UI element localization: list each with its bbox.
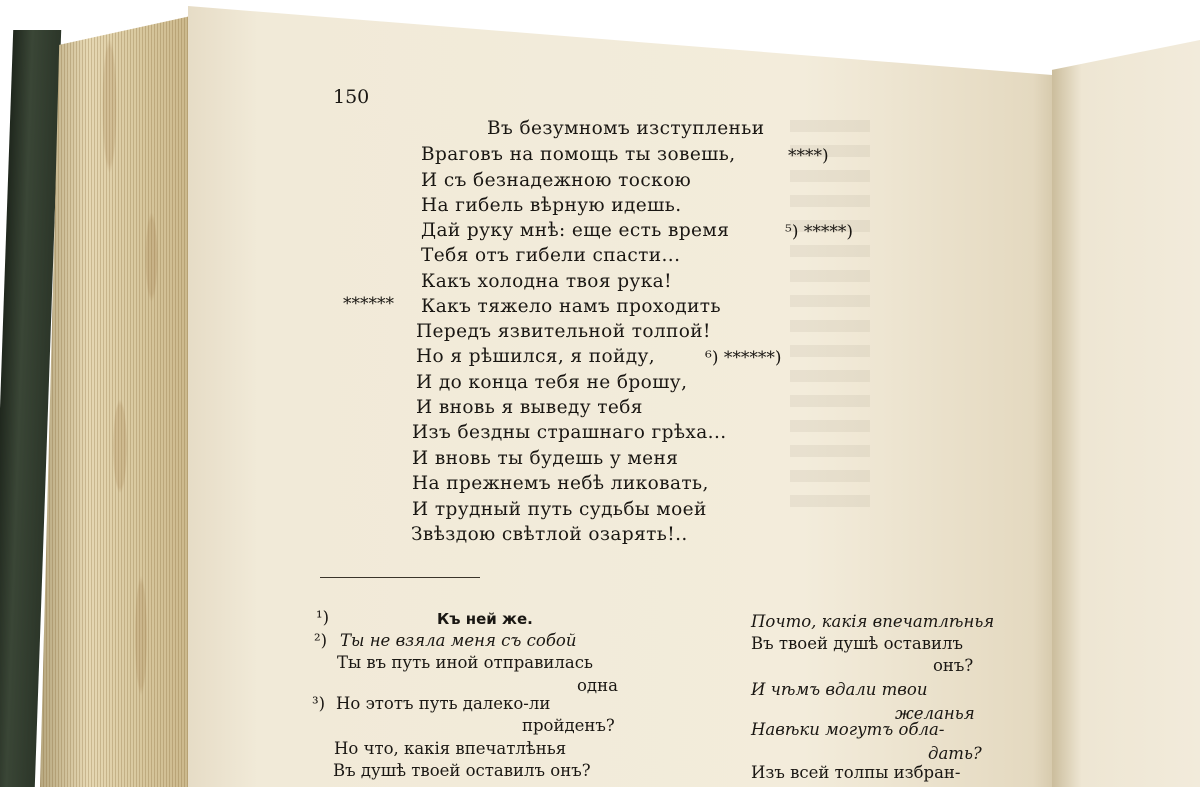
verse-line-2: Враговъ на помощь ты зовешь, bbox=[421, 144, 736, 165]
verse-line-13: Изъ бездны страшнаго грѣха... bbox=[412, 422, 727, 443]
marbled-edge bbox=[78, 30, 183, 787]
footnote-2-line-2: Ты въ путь иной отправилась bbox=[337, 653, 593, 672]
marker-line-10: ⁶) ******) bbox=[705, 348, 782, 368]
footnote-3-line-4: Въ душѣ твоей оставилъ онъ? bbox=[333, 761, 591, 780]
footnote-3-line-2: пройденъ? bbox=[522, 716, 615, 735]
verse-line-14: И вновь ты будешь у меня bbox=[412, 448, 679, 469]
marker-line-2: ****) bbox=[788, 146, 829, 166]
marker-line-5: ⁵) *****) bbox=[785, 222, 853, 242]
footnote-right-line-6: Навѣки могутъ обла- bbox=[751, 720, 945, 739]
marker-line-8-left: ****** bbox=[343, 294, 394, 314]
verse-line-3: И съ безнадежною тоскою bbox=[421, 170, 692, 191]
verse-line-4: На гибель вѣрную идешь. bbox=[421, 195, 682, 216]
footnote-right-line-4: И чѣмъ вдали твои bbox=[751, 680, 928, 699]
footnote-right-line-1-text: Почто, какія впечатлѣнья bbox=[751, 612, 995, 631]
verse-line-16: И трудный путь судьбы моей bbox=[412, 499, 707, 520]
footnote-right-line-8: Изъ всей толпы избран- bbox=[751, 763, 961, 782]
footnote-2-line-1: Ты не взяла меня съ собой bbox=[340, 631, 577, 650]
footnote-right-line-2: Въ твоей душѣ оставилъ bbox=[751, 634, 964, 653]
footnote-divider bbox=[320, 577, 480, 578]
footnote-right-line-7: дать? bbox=[928, 744, 982, 763]
verse-line-8: Какъ тяжело намъ проходить bbox=[421, 296, 721, 317]
footnote-2-mark: ²) bbox=[314, 631, 328, 650]
verse-line-7: Какъ холодна твоя рука! bbox=[421, 271, 672, 292]
right-page bbox=[1052, 40, 1200, 787]
footnote-right-line-1 bbox=[751, 612, 994, 631]
verse-line-10: Но я рѣшился, я пойду, bbox=[416, 346, 656, 367]
verse-line-9: Передъ язвительной толпой! bbox=[416, 321, 711, 342]
footnote-2-line-3: одна bbox=[577, 676, 618, 695]
verse-line-5: Дай руку мнѣ: еще есть время bbox=[421, 220, 730, 241]
verse-line-12: И вновь я выведу тебя bbox=[416, 397, 643, 418]
verse-line-17: Звѣздою свѣтлой озарять!.. bbox=[411, 524, 688, 545]
footnote-1-mark: ¹) bbox=[316, 608, 330, 627]
verse-line-11: И до конца тебя не брошу, bbox=[416, 372, 688, 393]
footnote-right-line-5: желанья bbox=[895, 704, 975, 723]
footnote-3-mark: ³) bbox=[312, 694, 326, 713]
footnote-right-line-3: онъ? bbox=[933, 656, 974, 675]
verse-line-1: Въ безумномъ изступленьи bbox=[487, 118, 765, 139]
show-through-shadow bbox=[790, 120, 870, 520]
page-number: 150 bbox=[333, 86, 370, 108]
footnote-3-line-1: Но этотъ путь далеко-ли bbox=[336, 694, 551, 713]
verse-line-15: На прежнемъ небѣ ликовать, bbox=[412, 473, 709, 494]
footnote-1-title: Къ ней же. bbox=[437, 610, 533, 628]
footnote-3-line-3: Но что, какія впечатлѣнья bbox=[334, 739, 567, 758]
verse-line-6: Тебя отъ гибели спасти... bbox=[421, 245, 681, 266]
